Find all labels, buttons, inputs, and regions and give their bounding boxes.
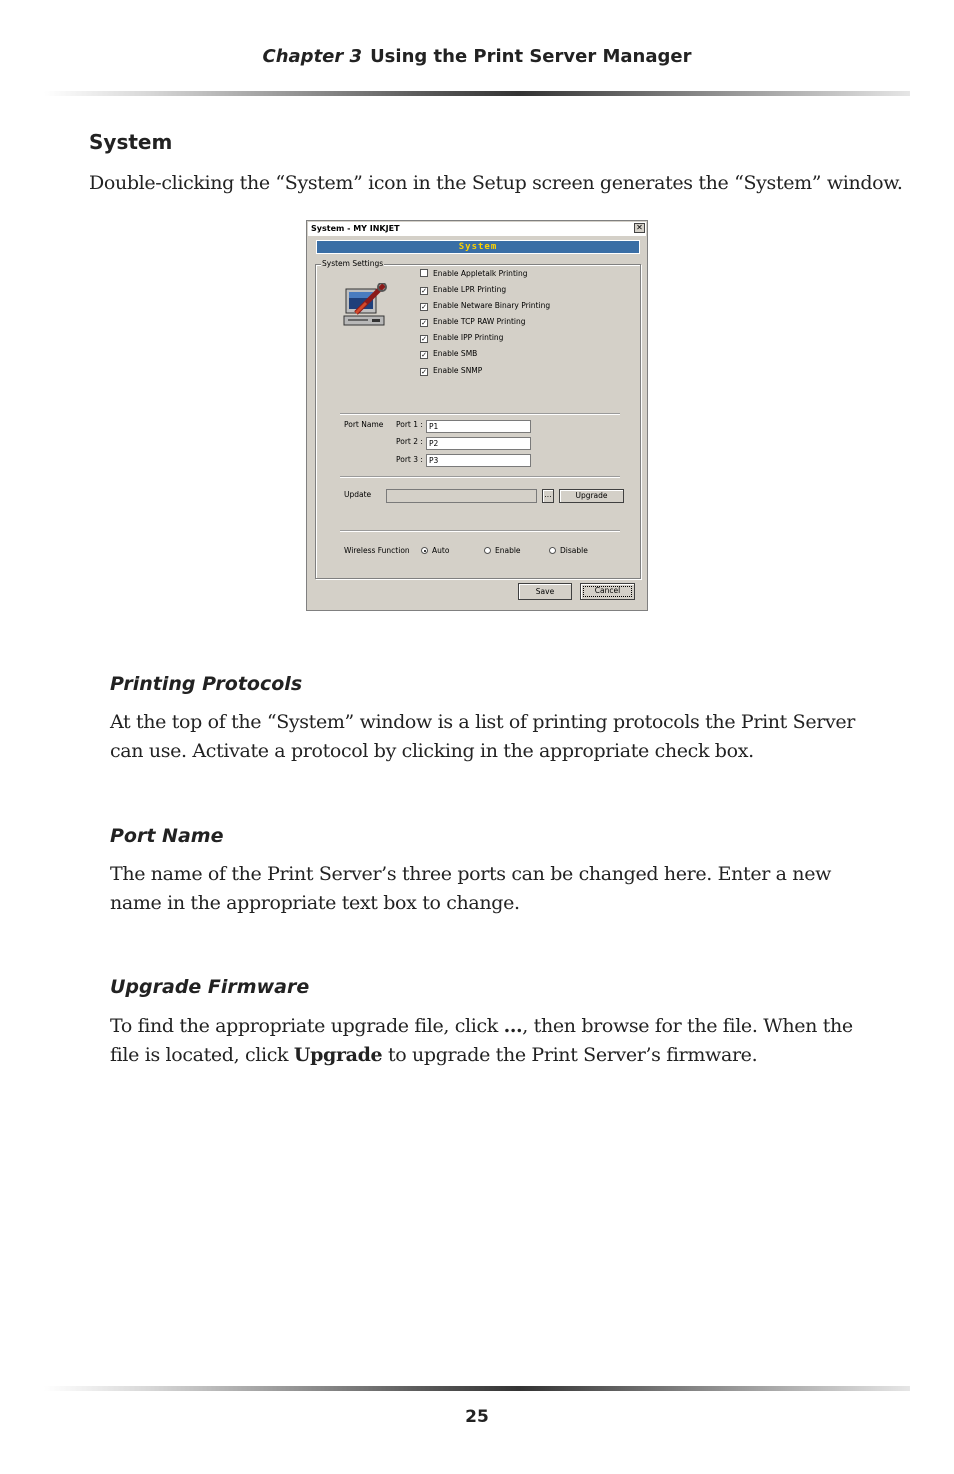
- chapter-title: Using the Print Server Manager: [370, 46, 692, 67]
- chapter-label: Chapter 3: [262, 46, 363, 67]
- subsection-text-printing-protocols: At the top of the “System” window is a list of printing protocols the Print Server can use. Activate a protocol by clicking in the appropriate check box.: [110, 711, 855, 762]
- checkbox-box[interactable]: ✓: [421, 335, 427, 343]
- checkbox-box[interactable]: ✓: [421, 351, 427, 359]
- subsection-text-upgrade-firmware: [110, 1012, 860, 1070]
- cancel-button[interactable]: Cancel: [580, 583, 635, 600]
- radio-indicator[interactable]: [484, 547, 491, 554]
- radio-label: Auto: [432, 546, 450, 555]
- divider: [340, 413, 620, 415]
- page-number: 25: [465, 1407, 489, 1427]
- close-icon[interactable]: ✕: [634, 223, 645, 233]
- dialog-banner: System: [316, 240, 640, 254]
- port-name-label: Port Name: [344, 420, 384, 429]
- checkbox-tcp-raw[interactable]: [420, 317, 526, 329]
- header-rule: [44, 91, 910, 96]
- checkbox-box[interactable]: ✓: [421, 303, 427, 311]
- subsection-heading-upgrade-firmware: Upgrade Firmware: [110, 976, 310, 998]
- checkbox-box[interactable]: [420, 269, 428, 277]
- port-1-label: Port 1 :: [396, 420, 423, 429]
- checkbox-netware[interactable]: [420, 301, 550, 313]
- port-1-input[interactable]: P1: [426, 420, 531, 433]
- checkbox-appletalk[interactable]: [420, 269, 527, 281]
- checkbox-label: Enable LPR Printing: [433, 285, 507, 294]
- text-run: To find the appropriate upgrade file, click: [110, 1015, 504, 1037]
- port-3-label: Port 3 :: [396, 455, 423, 464]
- computer-wrench-icon: [342, 283, 388, 331]
- port-2-label: Port 2 :: [396, 437, 423, 446]
- group-label: System Settings: [322, 259, 384, 268]
- divider: [340, 476, 620, 478]
- radio-enable[interactable]: [484, 546, 521, 555]
- radio-label: Enable: [495, 546, 521, 555]
- section-heading: System: [89, 130, 173, 154]
- checkbox-box[interactable]: ✓: [421, 287, 427, 295]
- update-path-input[interactable]: [386, 489, 537, 503]
- radio-indicator[interactable]: [421, 547, 428, 554]
- footer-rule: [44, 1386, 910, 1391]
- subsection-heading-printing-protocols: Printing Protocols: [110, 673, 303, 695]
- checkbox-lpr[interactable]: [420, 285, 506, 297]
- radio-indicator[interactable]: [549, 547, 556, 554]
- text-run: to upgrade the Print Server’s firmware.: [382, 1044, 758, 1066]
- port-2-input[interactable]: P2: [426, 437, 531, 450]
- dialog-title: System - MY INKJET: [308, 222, 646, 236]
- radio-disable[interactable]: [549, 546, 588, 555]
- section-intro: Double-clicking the “System” icon in the Setup screen generates the “System” window.: [89, 172, 903, 194]
- system-settings-group: [315, 259, 641, 579]
- upgrade-button[interactable]: Upgrade: [559, 489, 624, 503]
- checkbox-box[interactable]: ✓: [421, 319, 427, 327]
- text-bold-upgrade: Upgrade: [293, 1044, 383, 1066]
- checkbox-label: Enable TCP RAW Printing: [433, 317, 526, 326]
- radio-label: Disable: [560, 546, 588, 555]
- browse-button[interactable]: ...: [542, 489, 554, 503]
- divider: [340, 530, 620, 532]
- checkbox-ipp[interactable]: [420, 333, 503, 345]
- checkbox-label: Enable SMB: [433, 349, 478, 358]
- subsection-text-port-name: The name of the Print Server’s three ports can be changed here. Enter a new name in the appropriate text box to change.: [110, 863, 832, 914]
- text-run: , then browse for the file. When the file is located, click: [110, 1015, 853, 1066]
- checkbox-box[interactable]: ✓: [421, 368, 427, 376]
- checkbox-label: Enable SNMP: [433, 366, 483, 375]
- running-header: [0, 46, 954, 67]
- checkbox-label: Enable Appletalk Printing: [433, 269, 528, 278]
- update-label: Update: [344, 490, 372, 499]
- checkbox-snmp[interactable]: [420, 366, 482, 378]
- subsection-heading-port-name: Port Name: [110, 825, 224, 847]
- radio-auto[interactable]: [421, 546, 449, 555]
- text-bold-ellipsis: …: [503, 1015, 523, 1037]
- checkbox-label: Enable IPP Printing: [433, 333, 504, 342]
- checkbox-smb[interactable]: [420, 349, 477, 361]
- save-button[interactable]: Save: [518, 583, 572, 600]
- port-3-input[interactable]: P3: [426, 454, 531, 467]
- wireless-function-label: Wireless Function: [344, 546, 410, 555]
- system-dialog-screenshot: [306, 220, 648, 611]
- checkbox-label: Enable Netware Binary Printing: [433, 301, 551, 310]
